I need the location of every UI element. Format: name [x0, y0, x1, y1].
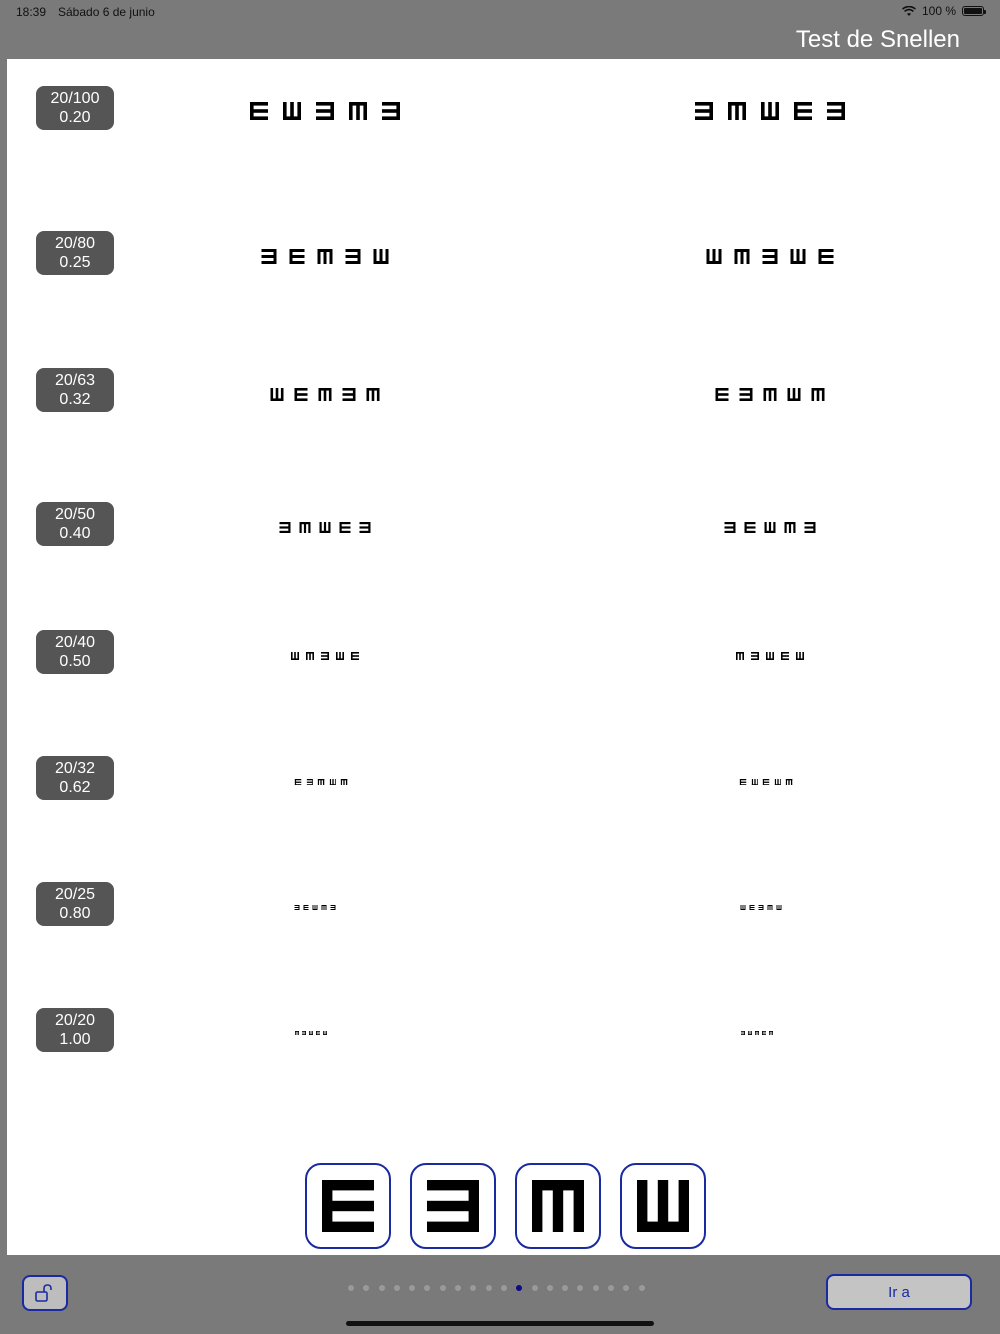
- page-indicator[interactable]: [348, 1285, 645, 1291]
- page-dot[interactable]: [577, 1285, 583, 1291]
- m-optotype: [748, 1031, 752, 1035]
- optotype-line-left: [291, 652, 359, 660]
- w-optotype: [728, 102, 746, 120]
- m-optotype: [765, 522, 776, 533]
- choice-button-m[interactable]: [620, 1163, 706, 1249]
- acuity-badge: [36, 630, 114, 674]
- decimal-acuity: 0.20: [59, 109, 91, 126]
- e-reversed-optotype: [331, 905, 336, 910]
- optotype-line-left: [262, 249, 389, 264]
- acuity-badge: [36, 231, 114, 275]
- optotype-line-right: [716, 388, 825, 401]
- page-dot[interactable]: [363, 1285, 369, 1291]
- e-optotype: [716, 388, 729, 401]
- snellen-fraction: 20/100: [50, 90, 100, 107]
- lock-button[interactable]: [22, 1275, 68, 1311]
- m-optotype: [761, 102, 779, 120]
- decimal-acuity: 0.40: [59, 525, 91, 542]
- e-reversed-optotype: [751, 652, 759, 660]
- page-dot[interactable]: [608, 1285, 614, 1291]
- e-reversed-optotype: [306, 779, 313, 786]
- m-optotype: [796, 652, 804, 660]
- optotype-line-right: [740, 779, 793, 786]
- m-optotype: [323, 1031, 327, 1035]
- choice-button-e-reversed[interactable]: [410, 1163, 496, 1249]
- e-reversed-optotype: [725, 522, 736, 533]
- page-dot[interactable]: [593, 1285, 599, 1291]
- goto-button[interactable]: Ir a: [826, 1274, 972, 1310]
- snellen-fraction: 20/32: [54, 760, 96, 777]
- status-bar: [0, 0, 1000, 24]
- w-optotype: [786, 779, 793, 786]
- e-optotype: [351, 652, 359, 660]
- acuity-badge: [36, 1008, 114, 1052]
- e-reversed-optotype: [382, 102, 400, 120]
- w-optotype: [764, 388, 777, 401]
- decimal-acuity: 0.80: [59, 905, 91, 922]
- page-dot[interactable]: [379, 1285, 385, 1291]
- m-optotype: [329, 779, 336, 786]
- e-optotype: [763, 779, 770, 786]
- e-optotype: [322, 1180, 374, 1232]
- m-optotype: [777, 905, 782, 910]
- snellen-fraction: 20/50: [54, 506, 96, 523]
- acuity-badge: [36, 502, 114, 546]
- unlock-icon: [34, 1283, 56, 1303]
- e-reversed-optotype: [262, 249, 277, 264]
- m-optotype: [788, 388, 801, 401]
- snellen-fraction: 20/63: [54, 372, 96, 389]
- answer-choices: [305, 1163, 706, 1249]
- m-optotype: [320, 522, 331, 533]
- e-reversed-optotype: [280, 522, 291, 533]
- decimal-acuity: 0.32: [59, 391, 91, 408]
- page-dot[interactable]: [516, 1285, 522, 1291]
- e-optotype: [745, 522, 756, 533]
- w-optotype: [300, 522, 311, 533]
- w-optotype: [367, 388, 380, 401]
- page-dot[interactable]: [486, 1285, 492, 1291]
- e-reversed-optotype: [321, 652, 329, 660]
- optotype-line-right: [695, 102, 845, 120]
- e-reversed-optotype: [360, 522, 371, 533]
- e-optotype: [290, 249, 305, 264]
- page-dot[interactable]: [455, 1285, 461, 1291]
- page-dot[interactable]: [424, 1285, 430, 1291]
- battery-icon: [962, 6, 984, 16]
- page-dot[interactable]: [470, 1285, 476, 1291]
- e-optotype: [250, 102, 268, 120]
- optotype-line-left: [295, 1031, 327, 1035]
- w-optotype: [319, 388, 332, 401]
- choice-button-w[interactable]: [515, 1163, 601, 1249]
- e-reversed-optotype: [740, 388, 753, 401]
- m-optotype: [707, 249, 722, 264]
- e-reversed-optotype: [763, 249, 778, 264]
- status-time: 18:39: [16, 5, 47, 19]
- e-optotype: [340, 522, 351, 533]
- battery-percent: 100 %: [921, 4, 956, 18]
- m-optotype: [637, 1180, 689, 1232]
- page-dot[interactable]: [639, 1285, 645, 1291]
- optotype-line-right: [725, 522, 816, 533]
- page-dot[interactable]: [348, 1285, 354, 1291]
- optotype-line-right: [741, 905, 782, 910]
- e-optotype: [819, 249, 834, 264]
- optotype-line-right: [707, 249, 834, 264]
- decimal-acuity: 0.50: [59, 653, 91, 670]
- w-optotype: [295, 1031, 299, 1035]
- m-optotype: [271, 388, 284, 401]
- m-optotype: [336, 652, 344, 660]
- page-dot[interactable]: [547, 1285, 553, 1291]
- e-reversed-optotype: [805, 522, 816, 533]
- choice-button-e[interactable]: [305, 1163, 391, 1249]
- e-optotype: [304, 905, 309, 910]
- acuity-badge: [36, 882, 114, 926]
- status-date: Sábado 6 de junio: [58, 5, 155, 19]
- w-optotype: [812, 388, 825, 401]
- e-optotype: [750, 905, 755, 910]
- e-reversed-optotype: [302, 1031, 306, 1035]
- w-optotype: [755, 1031, 759, 1035]
- m-optotype: [291, 652, 299, 660]
- w-optotype: [318, 779, 325, 786]
- optotype-line-left: [295, 779, 348, 786]
- page-dot[interactable]: [440, 1285, 446, 1291]
- acuity-badge: [36, 756, 114, 800]
- e-reversed-optotype: [295, 905, 300, 910]
- acuity-badge: [36, 368, 114, 412]
- home-indicator: [346, 1321, 654, 1326]
- snellen-fraction: 20/20: [54, 1012, 96, 1029]
- w-optotype: [768, 905, 773, 910]
- m-optotype: [374, 249, 389, 264]
- page-dot[interactable]: [394, 1285, 400, 1291]
- e-reversed-optotype: [741, 1031, 745, 1035]
- page-dot[interactable]: [623, 1285, 629, 1291]
- e-optotype: [781, 652, 789, 660]
- e-optotype: [316, 1031, 320, 1035]
- w-optotype: [318, 249, 333, 264]
- status-indicators: [902, 4, 984, 18]
- optotype-line-right: [741, 1031, 773, 1035]
- page-dot[interactable]: [501, 1285, 507, 1291]
- optotype-line-left: [280, 522, 371, 533]
- m-optotype: [313, 905, 318, 910]
- m-optotype: [309, 1031, 313, 1035]
- w-optotype: [306, 652, 314, 660]
- w-optotype: [322, 905, 327, 910]
- e-optotype: [794, 102, 812, 120]
- e-reversed-optotype: [316, 102, 334, 120]
- m-optotype: [751, 779, 758, 786]
- e-reversed-optotype: [695, 102, 713, 120]
- decimal-acuity: 1.00: [59, 1031, 91, 1048]
- m-optotype: [766, 652, 774, 660]
- snellen-fraction: 20/40: [54, 634, 96, 651]
- m-optotype: [791, 249, 806, 264]
- e-optotype: [740, 779, 747, 786]
- acuity-badge: [36, 86, 114, 130]
- w-optotype: [736, 652, 744, 660]
- e-reversed-optotype: [343, 388, 356, 401]
- bottom-toolbar: [0, 1255, 1000, 1334]
- w-optotype: [785, 522, 796, 533]
- snellen-fraction: 20/80: [54, 235, 96, 252]
- optotype-line-right: [736, 652, 804, 660]
- e-reversed-optotype: [346, 249, 361, 264]
- optotype-line-left: [271, 388, 380, 401]
- page-dot[interactable]: [409, 1285, 415, 1291]
- e-optotype: [295, 779, 302, 786]
- optotype-line-left: [295, 905, 336, 910]
- w-optotype: [532, 1180, 584, 1232]
- m-optotype: [283, 102, 301, 120]
- w-optotype: [349, 102, 367, 120]
- page-dot[interactable]: [562, 1285, 568, 1291]
- page-title: Test de Snellen: [795, 26, 960, 53]
- e-optotype: [762, 1031, 766, 1035]
- e-reversed-optotype: [427, 1180, 479, 1232]
- decimal-acuity: 0.62: [59, 779, 91, 796]
- optotype-line-left: [250, 102, 400, 120]
- w-optotype: [735, 249, 750, 264]
- snellen-fraction: 20/25: [54, 886, 96, 903]
- wifi-icon: [902, 6, 916, 17]
- e-reversed-optotype: [827, 102, 845, 120]
- snellen-chart: [7, 59, 1000, 1255]
- w-optotype: [769, 1031, 773, 1035]
- e-optotype: [295, 388, 308, 401]
- m-optotype: [741, 905, 746, 910]
- m-optotype: [774, 779, 781, 786]
- e-reversed-optotype: [759, 905, 764, 910]
- decimal-acuity: 0.25: [59, 254, 91, 271]
- w-optotype: [341, 779, 348, 786]
- page-dot[interactable]: [532, 1285, 538, 1291]
